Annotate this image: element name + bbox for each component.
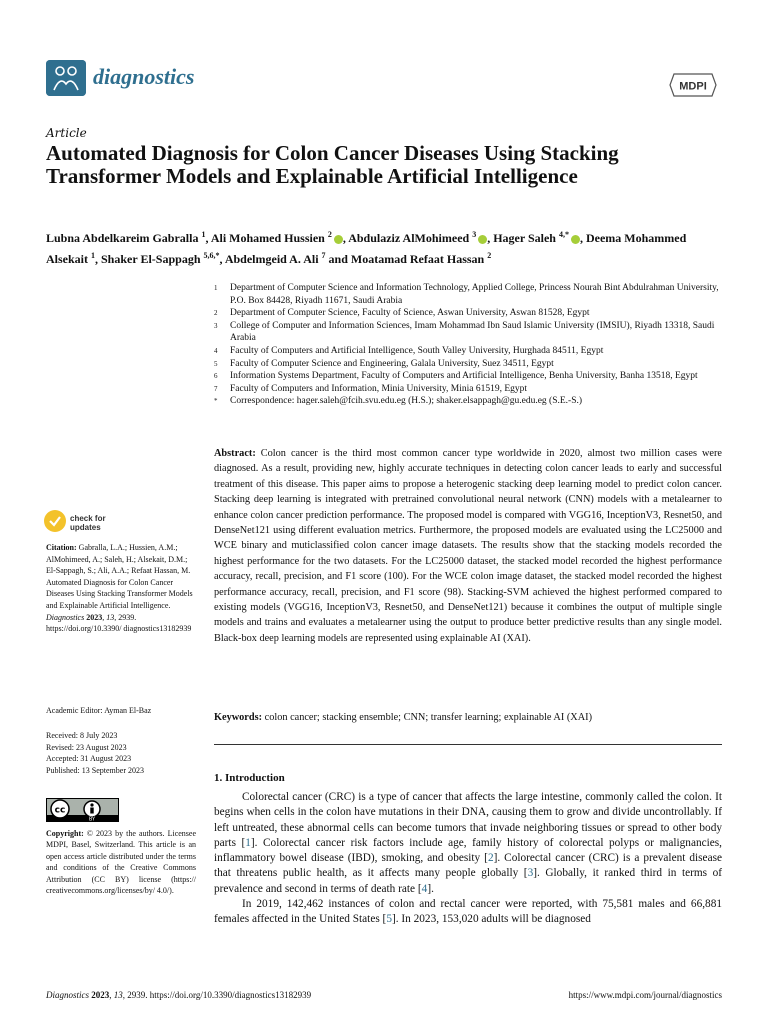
author-name: Abdulaziz AlMohimeed	[348, 231, 473, 245]
author-name: Shaker El-Sappagh	[101, 252, 204, 266]
affiliation-text: College of Computer and Information Sciences, Imam Mohammad Ibn Saud Islamic University (IMSIU), Riyadh 13318, Saudi Arabia	[230, 320, 715, 344]
author-affiliation-sup: 4,*	[558, 230, 569, 239]
author-separator: ,	[342, 231, 349, 245]
affiliation-text: Department of Computer Science, Faculty of Science, Aswan University, Aswan 81528, Egypt	[230, 308, 590, 319]
citation-text: Gabralla, L.A.; Hussien, A.M.; AlMohimeed, A.; Saleh, H.; Alsekait, D.M.; El-Sappagh, S.; Ali, A.A.; Refaat Hassan, M. Automated Diagnosis for Colon Cancer Diseases Using Stacking Transformer Models and Explainable Artificial Intelligence.	[46, 543, 193, 610]
affiliation-number: 5	[214, 359, 218, 368]
affiliation-text: Faculty of Computers and Information, Minia University, Minia 61519, Egypt	[230, 383, 528, 394]
affiliation-text: Faculty of Computers and Artificial Intelligence, South Valley University, Hurghada 84511, Egypt	[230, 345, 604, 356]
author-affiliation-sup: 5,6,*	[203, 251, 220, 260]
mdpi-logo-icon[interactable]	[666, 72, 718, 98]
affiliation-number: 6	[214, 372, 218, 381]
author-affiliation-sup: 2	[487, 251, 492, 260]
date-revised: Revised: 23 August 2023	[46, 742, 127, 752]
author-name: Ali Mohamed Hussien	[210, 231, 328, 245]
keywords	[214, 712, 722, 723]
footer-year: 2023	[91, 990, 110, 1000]
author-affiliation-sup: 3	[472, 230, 477, 239]
affiliation-item	[214, 320, 724, 345]
check-updates-line1: check for	[70, 514, 106, 523]
author-affiliation-sup: 1	[201, 230, 206, 239]
journal-name[interactable]: diagnostics	[93, 64, 195, 89]
copyright-text: © 2023 by the authors. Licensee MDPI, Basel, Switzerland. This article is an open access article distributed under the terms and conditions of the Creative Commons Attribution (CC BY) license (https:// creativecommons.org/licenses/by/ 4.0/).	[46, 829, 197, 896]
copyright-label: Copyright:	[46, 829, 84, 838]
copyright-block	[46, 828, 196, 896]
affiliation-item	[214, 345, 724, 358]
cc-by-license-icon[interactable]	[46, 798, 119, 822]
author-name: Deema Mohammed Alsekait	[46, 231, 687, 266]
author-affiliation-sup: 2	[327, 230, 332, 239]
affiliation-number: *	[214, 397, 218, 406]
author-separator: ,	[487, 231, 494, 245]
abstract-text: Colon cancer is the third most common cancer type worldwide in 2020, almost two million cases were diagnosed. As a result, providing new, highly accurate techniques in detecting colon cancer leads to early and successful treatment of this disease. This paper aims to propose a heterogenic stacking deep learning model to predict colon cancer. Stacking deep learning is integrated with pretrained convolutional neural network (CNN) models with a metalearner to enhance colon cancer prediction performance. The proposed model is compared with VGG16, InceptionV3, Resnet50, and DenseNet121 using different evaluation metrics. Furthermore, the proposed models are evaluated using the LC25000 and WCE binary and muticlassified colon cancer image datasets. The results show that the stacking models recorded the highest performance for the two datasets. For the LC25000 dataset, the stacked model recorded the highest performance accuracy, recall, precision, and F1 score (100). For the WCE colon image dataset, the stacked model recorded the highest performance accuracy, recall, precision, and F1 score (98). Stacking-SVM achieved the highest performed compared to existing models (VGG16, InceptionV3, Resnet50, and DenseNet121) because it combines the output of multiple single models and trains and evaluates a metalearner using the output to produce better predictive results than any single model. Black-box deep learning models are represented using explainable AI (XAI).	[214, 448, 723, 644]
date-published: Published: 13 September 2023	[46, 765, 144, 775]
affiliation-number: 7	[214, 384, 218, 393]
mdpi-logo-text: MDPI	[679, 80, 707, 93]
orcid-icon[interactable]	[571, 235, 580, 244]
affiliation-item	[214, 395, 724, 408]
article-title: Automated Diagnosis for Colon Cancer Diseases Using Stacking Transformer Models and Explainable Artificial Intelligence	[46, 141, 619, 188]
citation-block: Citation: Gabralla, L.A.; Hussien, A.M.; AlMohimeed, A.; Saleh, H.; Alsekait, D.M.; El-Sappagh, S.; Ali, A.A.; Refaat Hassan, M. Automated Diagnosis for Colon Cancer Diseases Using Stacking Transformer Models and Explainable Artificial Intelligence. Diagnostics 2023, 13, 2939. https://doi.org/10.3390/ diagnostics13182939	[46, 543, 193, 634]
affiliation-item	[214, 358, 724, 371]
journal-logo-icon	[46, 60, 86, 96]
svg-text:BY: BY	[88, 816, 96, 822]
keywords-text: colon cancer; stacking ensemble; CNN; transfer learning; explainable AI (XAI)	[264, 712, 593, 723]
affiliation-text: Information Systems Department, Faculty of Computers and Artificial Intelligence, Benha University, Banha 13518, Egypt	[230, 371, 698, 382]
author-affiliation-sup: 7	[321, 251, 326, 260]
orcid-icon[interactable]	[334, 235, 343, 244]
author-name: Hager Saleh	[493, 231, 559, 245]
affiliation-text: Department of Computer Science and Information Technology, Applied College, Princess Nourah Bint Abdulrahman University, P.O. Box 84428, Riyadh 11671, Saudi Arabia	[230, 283, 719, 306]
author-affiliation-sup: 1	[91, 251, 95, 260]
abstract	[214, 446, 722, 646]
keywords-label: Keywords:	[214, 712, 263, 723]
date-received: Received: 8 July 2023	[46, 731, 118, 740]
reference-link[interactable]: 4	[421, 882, 428, 895]
affiliation-item	[214, 282, 724, 307]
author-name: Moatamad Refaat Hassan	[350, 252, 488, 266]
introduction-body	[214, 790, 722, 928]
date-accepted: Accepted: 31 August 2023	[46, 754, 132, 763]
intro-paragraph-1: Colorectal cancer (CRC) is a type of cancer that affects the large intestine, commonly called the colon. It begins when cells in the colon have mutations in their DNA, causing them to grow and divide uncontrollably. If left untreated, these abnormal cells can become tumors that invade neighboring tissues or spread to other body parts [1]. Colorectal cancer risk factors include age, family history of colorectal polyps or malignancies, inflammatory bowel disease (IBD), smoking, and obesity [2]. Colorectal cancer (CRC) is a prevalent disease that threatens public health, as it affects many people globally [3]. Globally, it ranked third in terms of prevalence and second in terms of death rate [4].	[214, 791, 723, 895]
affiliation-number: 4	[214, 346, 218, 355]
citation-label: Citation:	[46, 543, 77, 552]
citation-year: 2023	[86, 612, 103, 622]
reference-link[interactable]: 1	[245, 836, 251, 849]
affiliation-text: Correspondence: hager.saleh@fcih.svu.edu.eg (H.S.); shaker.elsappagh@gu.edu.eg (S.E.-S.)	[230, 396, 583, 407]
check-for-updates-icon[interactable]	[44, 510, 66, 532]
author-separator: ,	[205, 231, 211, 245]
section-heading-introduction: 1. Introduction	[214, 772, 285, 784]
footer-doi[interactable]: , 2939. https://doi.org/10.3390/diagnostics13182939	[122, 990, 312, 1000]
section-divider	[214, 744, 722, 745]
footer-journal: Diagnostics	[46, 990, 90, 1000]
affiliation-number: 2	[214, 309, 218, 318]
affiliation-number: 1	[214, 284, 218, 292]
affiliation-item	[214, 383, 724, 396]
affiliation-item	[214, 370, 724, 383]
check-updates-line2: updates	[70, 523, 101, 532]
author-separator: ,	[219, 252, 225, 266]
abstract-label: Abstract:	[214, 448, 256, 459]
citation-journal: Diagnostics	[46, 612, 85, 622]
article-type: Article	[46, 126, 87, 140]
footer-citation: Diagnostics 2023, 13, 2939. https://doi.org/10.3390/diagnostics13182939	[46, 990, 312, 1000]
orcid-icon[interactable]	[478, 235, 487, 244]
check-for-updates-button[interactable]	[70, 514, 106, 532]
intro-paragraph-2: In 2019, 142,462 instances of colon and rectal cancer were reported, with 75,581 males and 66,881 females affected in the United States [5]. In 2023, 153,020 adults will be diagnosed	[214, 898, 722, 926]
author-list	[46, 226, 726, 268]
date-list	[46, 730, 196, 776]
citation-pages[interactable]: , 2939. https://doi.org/10.3390/ diagnostics13182939	[46, 612, 192, 634]
academic-editor: Academic Editor: Ayman El-Baz	[46, 706, 152, 715]
author-separator: ,	[95, 252, 101, 266]
footer-volume: 13	[113, 990, 123, 1000]
reference-link[interactable]: 3	[527, 867, 534, 880]
reference-link[interactable]: 5	[386, 913, 392, 926]
citation-volume: 13	[106, 612, 115, 622]
author-name: Abdelmgeid A. Ali	[224, 252, 322, 266]
affiliation-list	[214, 282, 724, 408]
footer-journal-url[interactable]: https://www.mdpi.com/journal/diagnostics	[568, 990, 722, 1000]
affiliation-item	[214, 307, 724, 320]
affiliation-number: 3	[214, 321, 218, 330]
author-name: Lubna Abdelkareim Gabralla	[46, 231, 202, 245]
svg-text:cc: cc	[54, 805, 66, 816]
reference-link[interactable]: 2	[487, 852, 494, 865]
author-separator: and	[325, 252, 351, 266]
affiliation-text: Faculty of Computer Science and Engineering, Galala University, Suez 34511, Egypt	[230, 358, 554, 369]
author-separator: ,	[579, 231, 586, 245]
